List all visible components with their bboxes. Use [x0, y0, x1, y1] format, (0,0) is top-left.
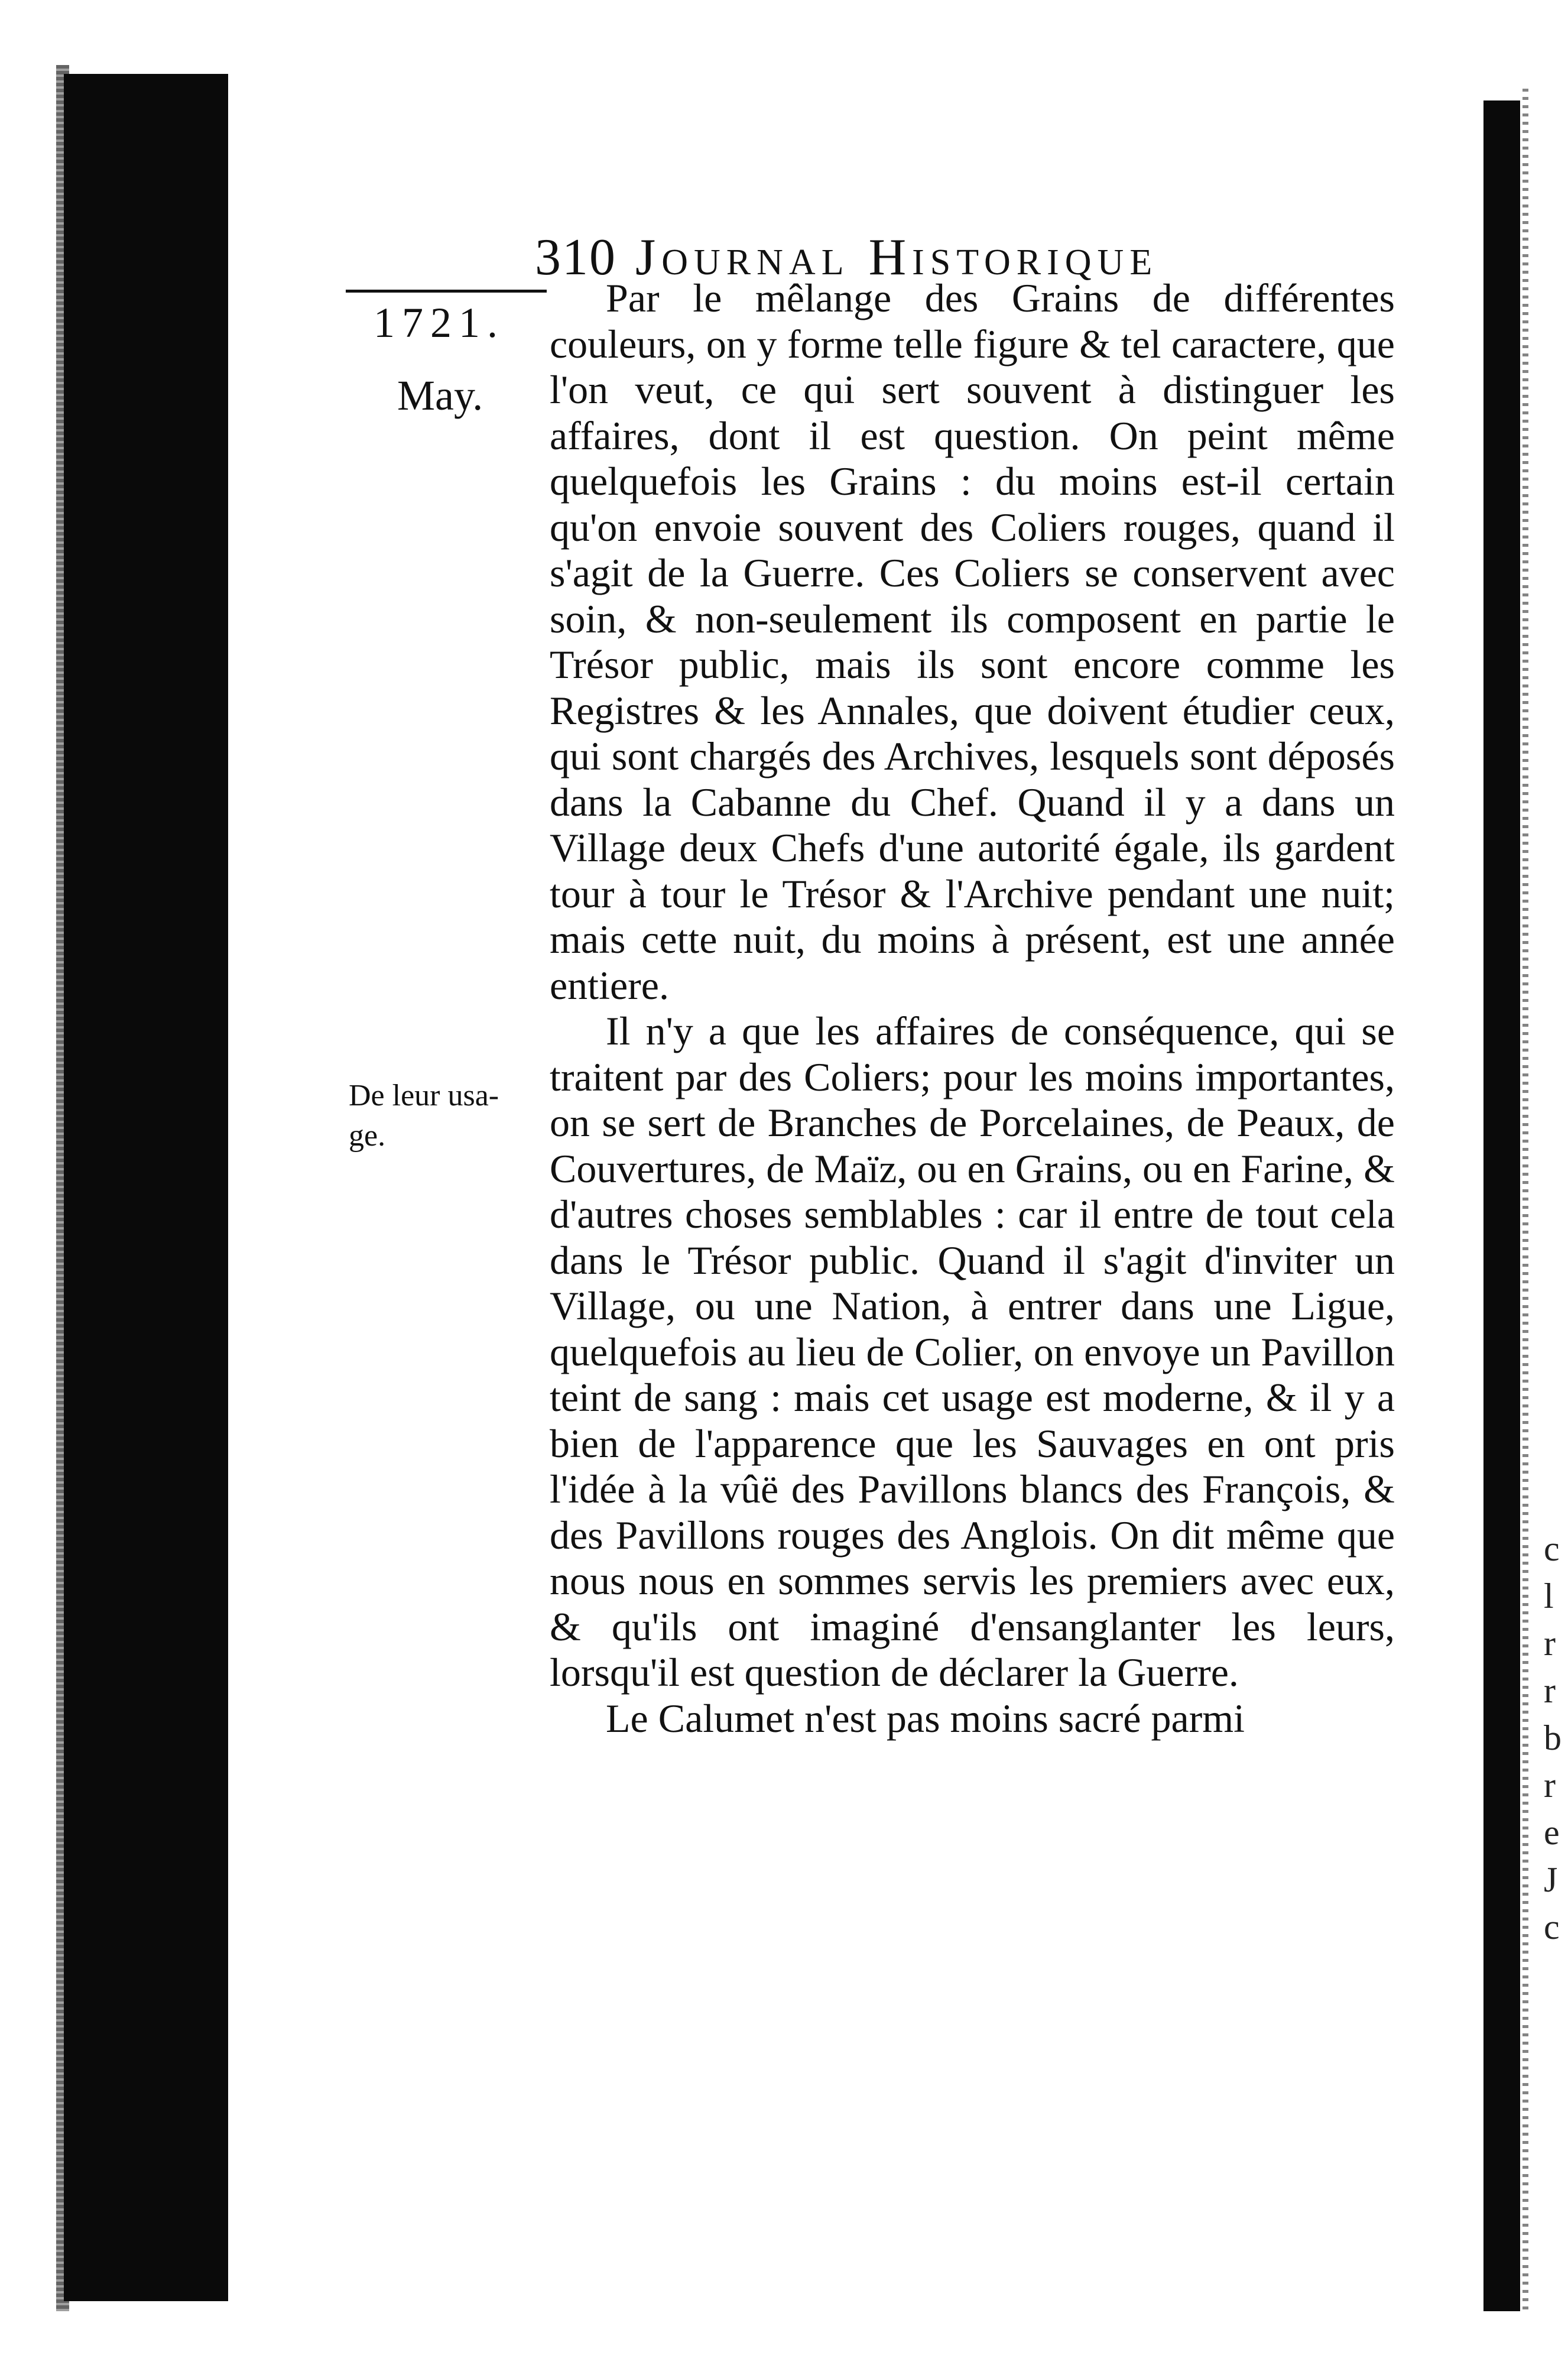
body-text: [550, 275, 1395, 1741]
facing-page-edge: [1483, 100, 1520, 2311]
fragment: c: [1544, 1907, 1560, 1946]
fragment: r: [1544, 1671, 1556, 1710]
fragment: r: [1544, 1624, 1556, 1663]
margin-note-line: ge.: [349, 1119, 386, 1153]
fragment: e: [1544, 1813, 1560, 1852]
running-title: Journal Historique: [635, 229, 1158, 286]
facing-page-fragments: [1544, 1525, 1561, 1951]
header-rule: [346, 290, 547, 293]
margin-year: 1721.: [374, 299, 505, 346]
margin-note-line: De leur usa-: [349, 1079, 499, 1112]
page-number: 310: [535, 229, 616, 286]
book-gutter-shadow: [64, 74, 228, 2301]
fragment: b: [1544, 1718, 1561, 1757]
scan-edge-right: [1522, 89, 1528, 2311]
margin-note: [349, 1076, 499, 1156]
paragraph: Par le mêlange des Grains de différentes couleurs, on y forme telle figure & tel caractere, que l'on veut, ce qui sert souvent à distinguer les affaires, dont il est question. On peint même quelquefois les Grains : du moins est-il certain qu'on envoie souvent des Coliers rouges, quand il s'agit de la Guerre. Ces Coliers se conservent avec soin, & non-seulement ils composent en partie le Trésor public, mais ils sont encore comme les Registres & les Annales, que doivent étudier ceux, qui sont chargés des Archives, lesquels sont déposés dans la Cabanne du Chef. Quand il y a dans un Village deux Chefs d'une autorité égale, ils gardent tour à tour le Trésor & l'Archive pendant une nuit; mais cette nuit, du moins à présent, est une année entiere.: [550, 275, 1395, 1008]
margin-month: May.: [397, 372, 483, 419]
paragraph: Il n'y a que les affaires de conséquence, qui se traitent par des Coliers; pour les moins importantes, on se sert de Branches de Porcelaines, de Peaux, de Couvertures, de Maïz, ou en Grains, ou en Farine, & d'autres choses semblables : car il entre de tout cela dans le Trésor public. Quand il s'agit d'inviter un Village, ou une Nation, à entrer dans une Ligue, quelquefois au lieu de Colier, on envoye un Pavillon teint de sang : mais cet usage est moderne, & il y a bien de l'apparence que les Sauvages en ont pris l'idée à la vûë des Pavillons blancs des François, & des Pavillons rouges des Anglois. On dit même que nous nous en sommes servis les premiers avec eux, & qu'ils ont imaginé d'ensanglanter les leurs, lorsqu'il est question de déclarer la Guerre.: [550, 1008, 1395, 1695]
fragment: r: [1544, 1766, 1556, 1805]
fragment: c: [1544, 1529, 1560, 1568]
paragraph: Le Calumet n'est pas moins sacré parmi: [606, 1695, 1245, 1741]
fragment: l: [1544, 1576, 1554, 1615]
fragment: J: [1544, 1860, 1558, 1899]
